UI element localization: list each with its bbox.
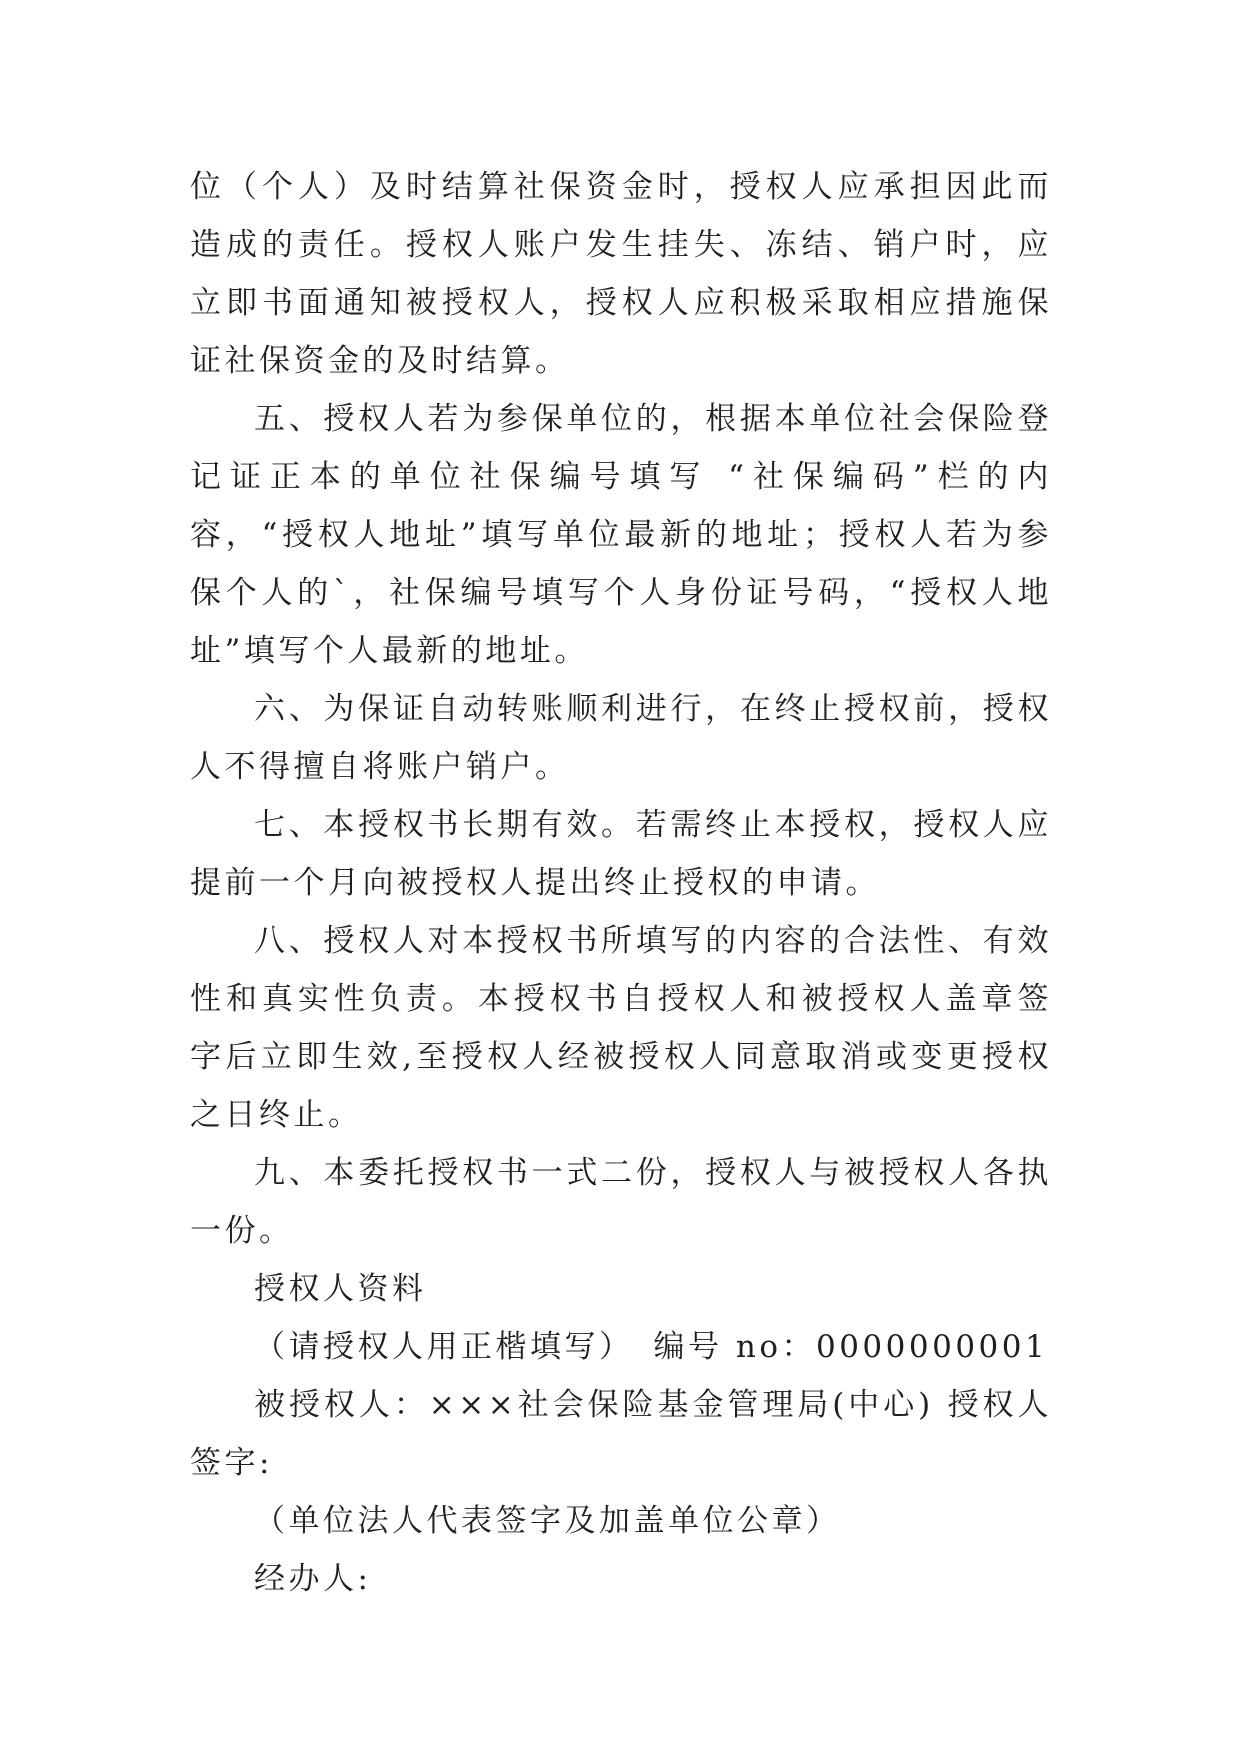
info-heading: 授权人资料: [254, 1271, 427, 1307]
seal-note: （单位法人代表签字及加盖单位公章）: [254, 1503, 841, 1539]
paragraph-continued: 位（个人）及时结算社保资金时，授权人应承担因此而造成的责任。授权人账户发生挂失、冻结、销户时，应立即书面通知被授权人，授权人应积极采取相应措施保证社保资金的及时结算。: [190, 169, 1052, 379]
serial-value: 0000000001: [815, 1329, 1049, 1365]
document-body: [190, 158, 1052, 1608]
paragraph-clause-6: 六、为保证自动转账顺利进行，在终止授权前，授权人不得擅自将账户销户。: [190, 691, 1052, 785]
handler-label: 经办人:: [254, 1561, 372, 1597]
paragraph-clause-9: 九、本委托授权书一式二份，授权人与被授权人各执一份。: [190, 1155, 1052, 1249]
fill-note: （请授权人用正楷填写）: [254, 1329, 634, 1365]
serial-label: 编号 no：: [653, 1329, 816, 1365]
fill-note-line: [190, 1318, 1052, 1376]
grantee-line: 被授权人：×××社会保险基金管理局(中心) 授权人签字:: [190, 1387, 1052, 1481]
paragraph-clause-7: 七、本授权书长期有效。若需终止本授权，授权人应提前一个月向被授权人提出终止授权的申请。: [190, 807, 1052, 901]
paragraph-clause-5: 五、授权人若为参保单位的，根据本单位社会保险登记证正本的单位社保编号填写 “社保编码”栏的内容，“授权人地址”填写单位最新的地址；授权人若为参保个人的`，社保编号填写个人身份证号码，“授权人地址”填写个人最新的地址。: [190, 401, 1052, 669]
paragraph-clause-8: 八、授权人对本授权书所填写的内容的合法性、有效性和真实性负责。本授权书自授权人和被授权人盖章签字后立即生效,至授权人经被授权人同意取消或变更授权之日终止。: [190, 923, 1052, 1133]
